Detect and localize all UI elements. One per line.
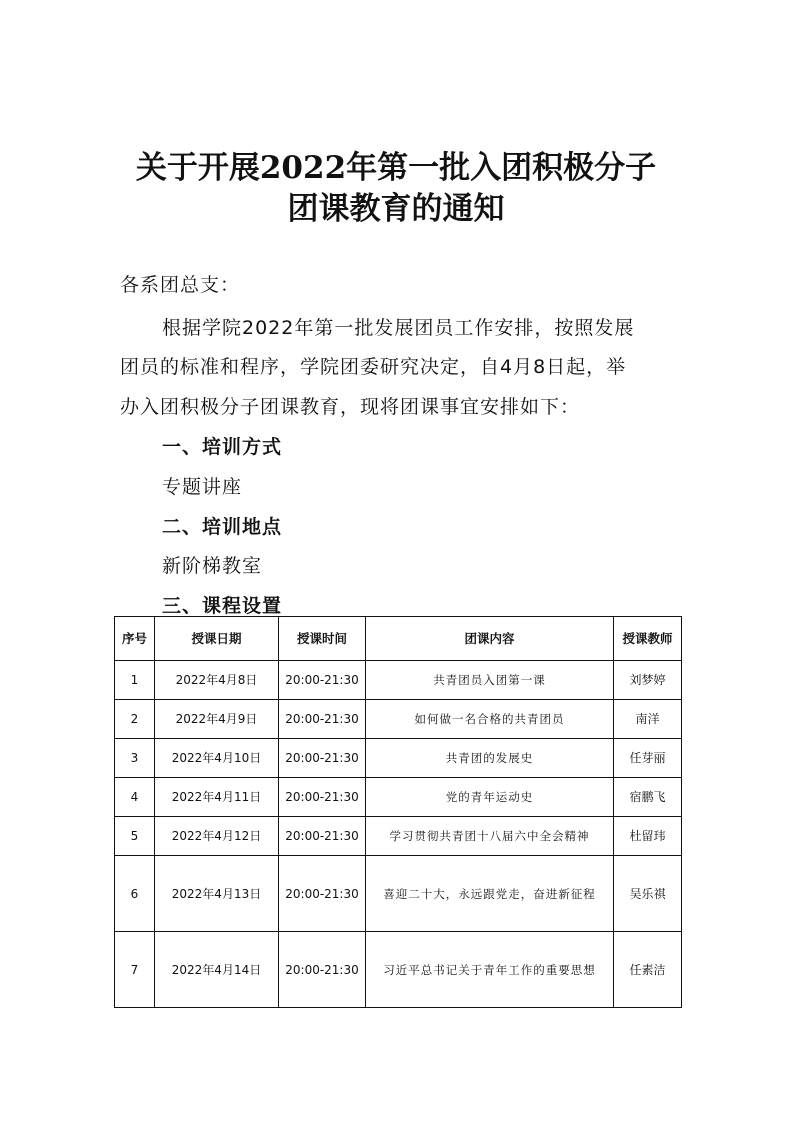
cell-date: 2022年4月11日 <box>155 778 279 817</box>
table-row <box>115 739 682 778</box>
table-header-row <box>115 617 682 661</box>
cell-time: 20:00-21:30 <box>279 661 366 700</box>
cell-teacher: 吴乐祺 <box>614 856 682 932</box>
cell-number: 1 <box>115 661 155 700</box>
cell-time: 20:00-21:30 <box>279 739 366 778</box>
cell-teacher: 杜留玮 <box>614 817 682 856</box>
salutation: 各系团总支： <box>120 274 241 296</box>
cell-teacher: 任素洁 <box>614 932 682 1008</box>
section-heading-course-setup: 三、课程设置 <box>162 595 283 617</box>
cell-teacher: 宿鹏飞 <box>614 778 682 817</box>
cell-time: 20:00-21:30 <box>279 932 366 1008</box>
header-number: 序号 <box>115 617 155 661</box>
cell-content: 共青团的发展史 <box>366 739 614 778</box>
cell-number: 4 <box>115 778 155 817</box>
cell-content: 党的青年运动史 <box>366 778 614 817</box>
cell-number: 6 <box>115 856 155 932</box>
table-row <box>115 817 682 856</box>
cell-date: 2022年4月14日 <box>155 932 279 1008</box>
header-time: 授课时间 <box>279 617 366 661</box>
cell-time: 20:00-21:30 <box>279 778 366 817</box>
header-date: 授课日期 <box>155 617 279 661</box>
cell-content: 喜迎二十大，永远跟党走，奋进新征程 <box>366 856 614 932</box>
cell-teacher: 南洋 <box>614 700 682 739</box>
intro-line-2: 团员的标准和程序，学院团委研究决定，自4月8日起，举 <box>120 356 627 378</box>
cell-teacher: 任芽丽 <box>614 739 682 778</box>
cell-date: 2022年4月12日 <box>155 817 279 856</box>
cell-content: 学习贯彻共青团十八届六中全会精神 <box>366 817 614 856</box>
cell-content: 如何做一名合格的共青团员 <box>366 700 614 739</box>
table-row <box>115 700 682 739</box>
cell-date: 2022年4月9日 <box>155 700 279 739</box>
table-row <box>115 778 682 817</box>
header-teacher: 授课教师 <box>614 617 682 661</box>
cell-date: 2022年4月10日 <box>155 739 279 778</box>
cell-date: 2022年4月13日 <box>155 856 279 932</box>
cell-number: 7 <box>115 932 155 1008</box>
cell-teacher: 刘梦婷 <box>614 661 682 700</box>
cell-number: 3 <box>115 739 155 778</box>
section-heading-training-method: 一、培训方式 <box>162 436 283 458</box>
cell-time: 20:00-21:30 <box>279 856 366 932</box>
cell-time: 20:00-21:30 <box>279 817 366 856</box>
section-body-training-method: 专题讲座 <box>162 476 243 498</box>
cell-content: 习近平总书记关于青年工作的重要思想 <box>366 932 614 1008</box>
table-row <box>115 932 682 1008</box>
document-title-line-2: 团课教育的通知 <box>287 191 505 227</box>
section-heading-training-location: 二、培训地点 <box>162 516 283 538</box>
intro-line-3: 办入团积极分子团课教育，现将团课事宜安排如下： <box>120 396 581 418</box>
section-body-training-location: 新阶梯教室 <box>162 555 263 577</box>
intro-line-1: 根据学院2022年第一批发展团员工作安排，按照发展 <box>162 317 635 339</box>
cell-date: 2022年4月8日 <box>155 661 279 700</box>
table-row <box>115 856 682 932</box>
cell-number: 5 <box>115 817 155 856</box>
document-title-line-1: 关于开展2022年第一批入团积极分子 <box>135 150 657 186</box>
cell-time: 20:00-21:30 <box>279 700 366 739</box>
header-content: 团课内容 <box>366 617 614 661</box>
table-row <box>115 661 682 700</box>
cell-content: 共青团员入团第一课 <box>366 661 614 700</box>
cell-number: 2 <box>115 700 155 739</box>
course-schedule-table <box>114 616 682 1008</box>
